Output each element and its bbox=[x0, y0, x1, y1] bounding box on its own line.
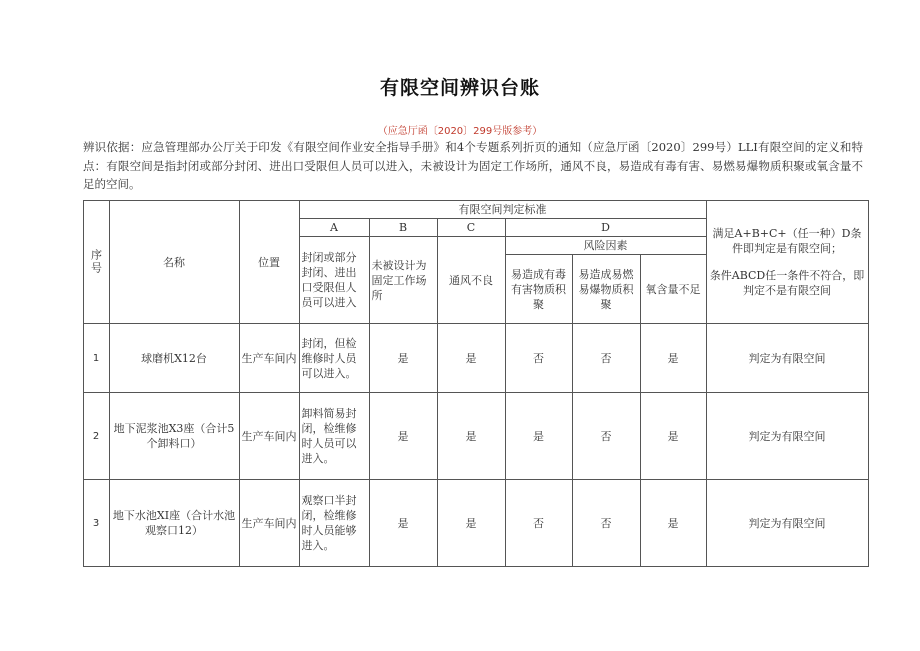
row-d1: 否 bbox=[505, 480, 572, 567]
header-d2: 易造成易燃易爆物质积聚 bbox=[572, 255, 640, 324]
row-c: 是 bbox=[437, 324, 505, 393]
row-result: 判定为有限空间 bbox=[706, 393, 868, 480]
row-result: 判定为有限空间 bbox=[706, 324, 868, 393]
row-location: 生产车间内 bbox=[239, 393, 299, 480]
row-d1: 是 bbox=[505, 393, 572, 480]
header-b-desc: 未被设计为固定工作场所 bbox=[369, 237, 437, 324]
row-location: 生产车间内 bbox=[239, 324, 299, 393]
row-b: 是 bbox=[369, 393, 437, 480]
header-criteria: 有限空间判定标准 bbox=[299, 201, 706, 219]
row-d2: 否 bbox=[572, 324, 640, 393]
row-c: 是 bbox=[437, 480, 505, 567]
row-a: 卸料简易封闭，检维修时人员可以进入。 bbox=[299, 393, 369, 480]
rule-no: 条件ABCD任一条件不符合，即判定不是有限空间 bbox=[709, 269, 865, 297]
row-b: 是 bbox=[369, 480, 437, 567]
header-name: 名称 bbox=[109, 201, 239, 324]
page-title: 有限空间辨识台账 bbox=[379, 77, 540, 99]
row-d3: 是 bbox=[640, 480, 706, 567]
header-risk: 风险因素 bbox=[505, 237, 706, 255]
document-reference: （应急厅函〔2020〕299号版参考） bbox=[377, 126, 543, 137]
header-location: 位置 bbox=[239, 201, 299, 324]
row-a: 观察口半封闭，检维修时人员能够进入。 bbox=[299, 480, 369, 567]
row-seq: 1 bbox=[83, 324, 109, 393]
header-c: C bbox=[437, 219, 505, 237]
row-d2: 否 bbox=[572, 393, 640, 480]
table-row bbox=[83, 393, 868, 480]
row-name: 地下水池XI座（合计水池观察口12） bbox=[109, 480, 239, 567]
header-c-desc: 通风不良 bbox=[437, 237, 505, 324]
row-a: 封闭，但检维修时人员可以进入。 bbox=[299, 324, 369, 393]
row-name: 地下泥浆池X3座（合计5个卸料口） bbox=[109, 393, 239, 480]
row-d3: 是 bbox=[640, 324, 706, 393]
header-seq: 序号 bbox=[83, 201, 109, 324]
row-d3: 是 bbox=[640, 393, 706, 480]
header-b: B bbox=[369, 219, 437, 237]
row-seq: 3 bbox=[83, 480, 109, 567]
row-d1: 否 bbox=[505, 324, 572, 393]
limited-space-table bbox=[83, 200, 869, 567]
row-b: 是 bbox=[369, 324, 437, 393]
header-d3: 氧含量不足 bbox=[640, 255, 706, 324]
table-row bbox=[83, 324, 868, 393]
table-row bbox=[83, 480, 868, 567]
row-result: 判定为有限空间 bbox=[706, 480, 868, 567]
header-row-1 bbox=[83, 201, 868, 219]
rule-yes: 满足A+B+C+（任一种）D条件即判定是有限空间； bbox=[712, 227, 862, 255]
header-rule bbox=[706, 201, 868, 324]
header-a-desc: 封闭或部分封闭、进出口受限但人员可以进入 bbox=[299, 237, 369, 324]
row-c: 是 bbox=[437, 393, 505, 480]
header-d1: 易造成有毒有害物质积聚 bbox=[505, 255, 572, 324]
identification-basis: 辨识依据：应急管理部办公厅关于印发《有限空间作业安全指导手册》和4个专题系列折页的通知（应急厅函〔2020〕299号）LLI有限空间的定义和特点：有限空间是指封闭或部分封闭、进出口受限但人员可以进入，未被设计为固定工作场所，通风不良，易造成有毒有害、易燃易爆物质积聚或氧含量不足的空间。 bbox=[83, 140, 863, 191]
row-name: 球磨机X12台 bbox=[109, 324, 239, 393]
header-d: D bbox=[505, 219, 706, 237]
header-a: A bbox=[299, 219, 369, 237]
row-d2: 否 bbox=[572, 480, 640, 567]
row-seq: 2 bbox=[83, 393, 109, 480]
row-location: 生产车间内 bbox=[239, 480, 299, 567]
